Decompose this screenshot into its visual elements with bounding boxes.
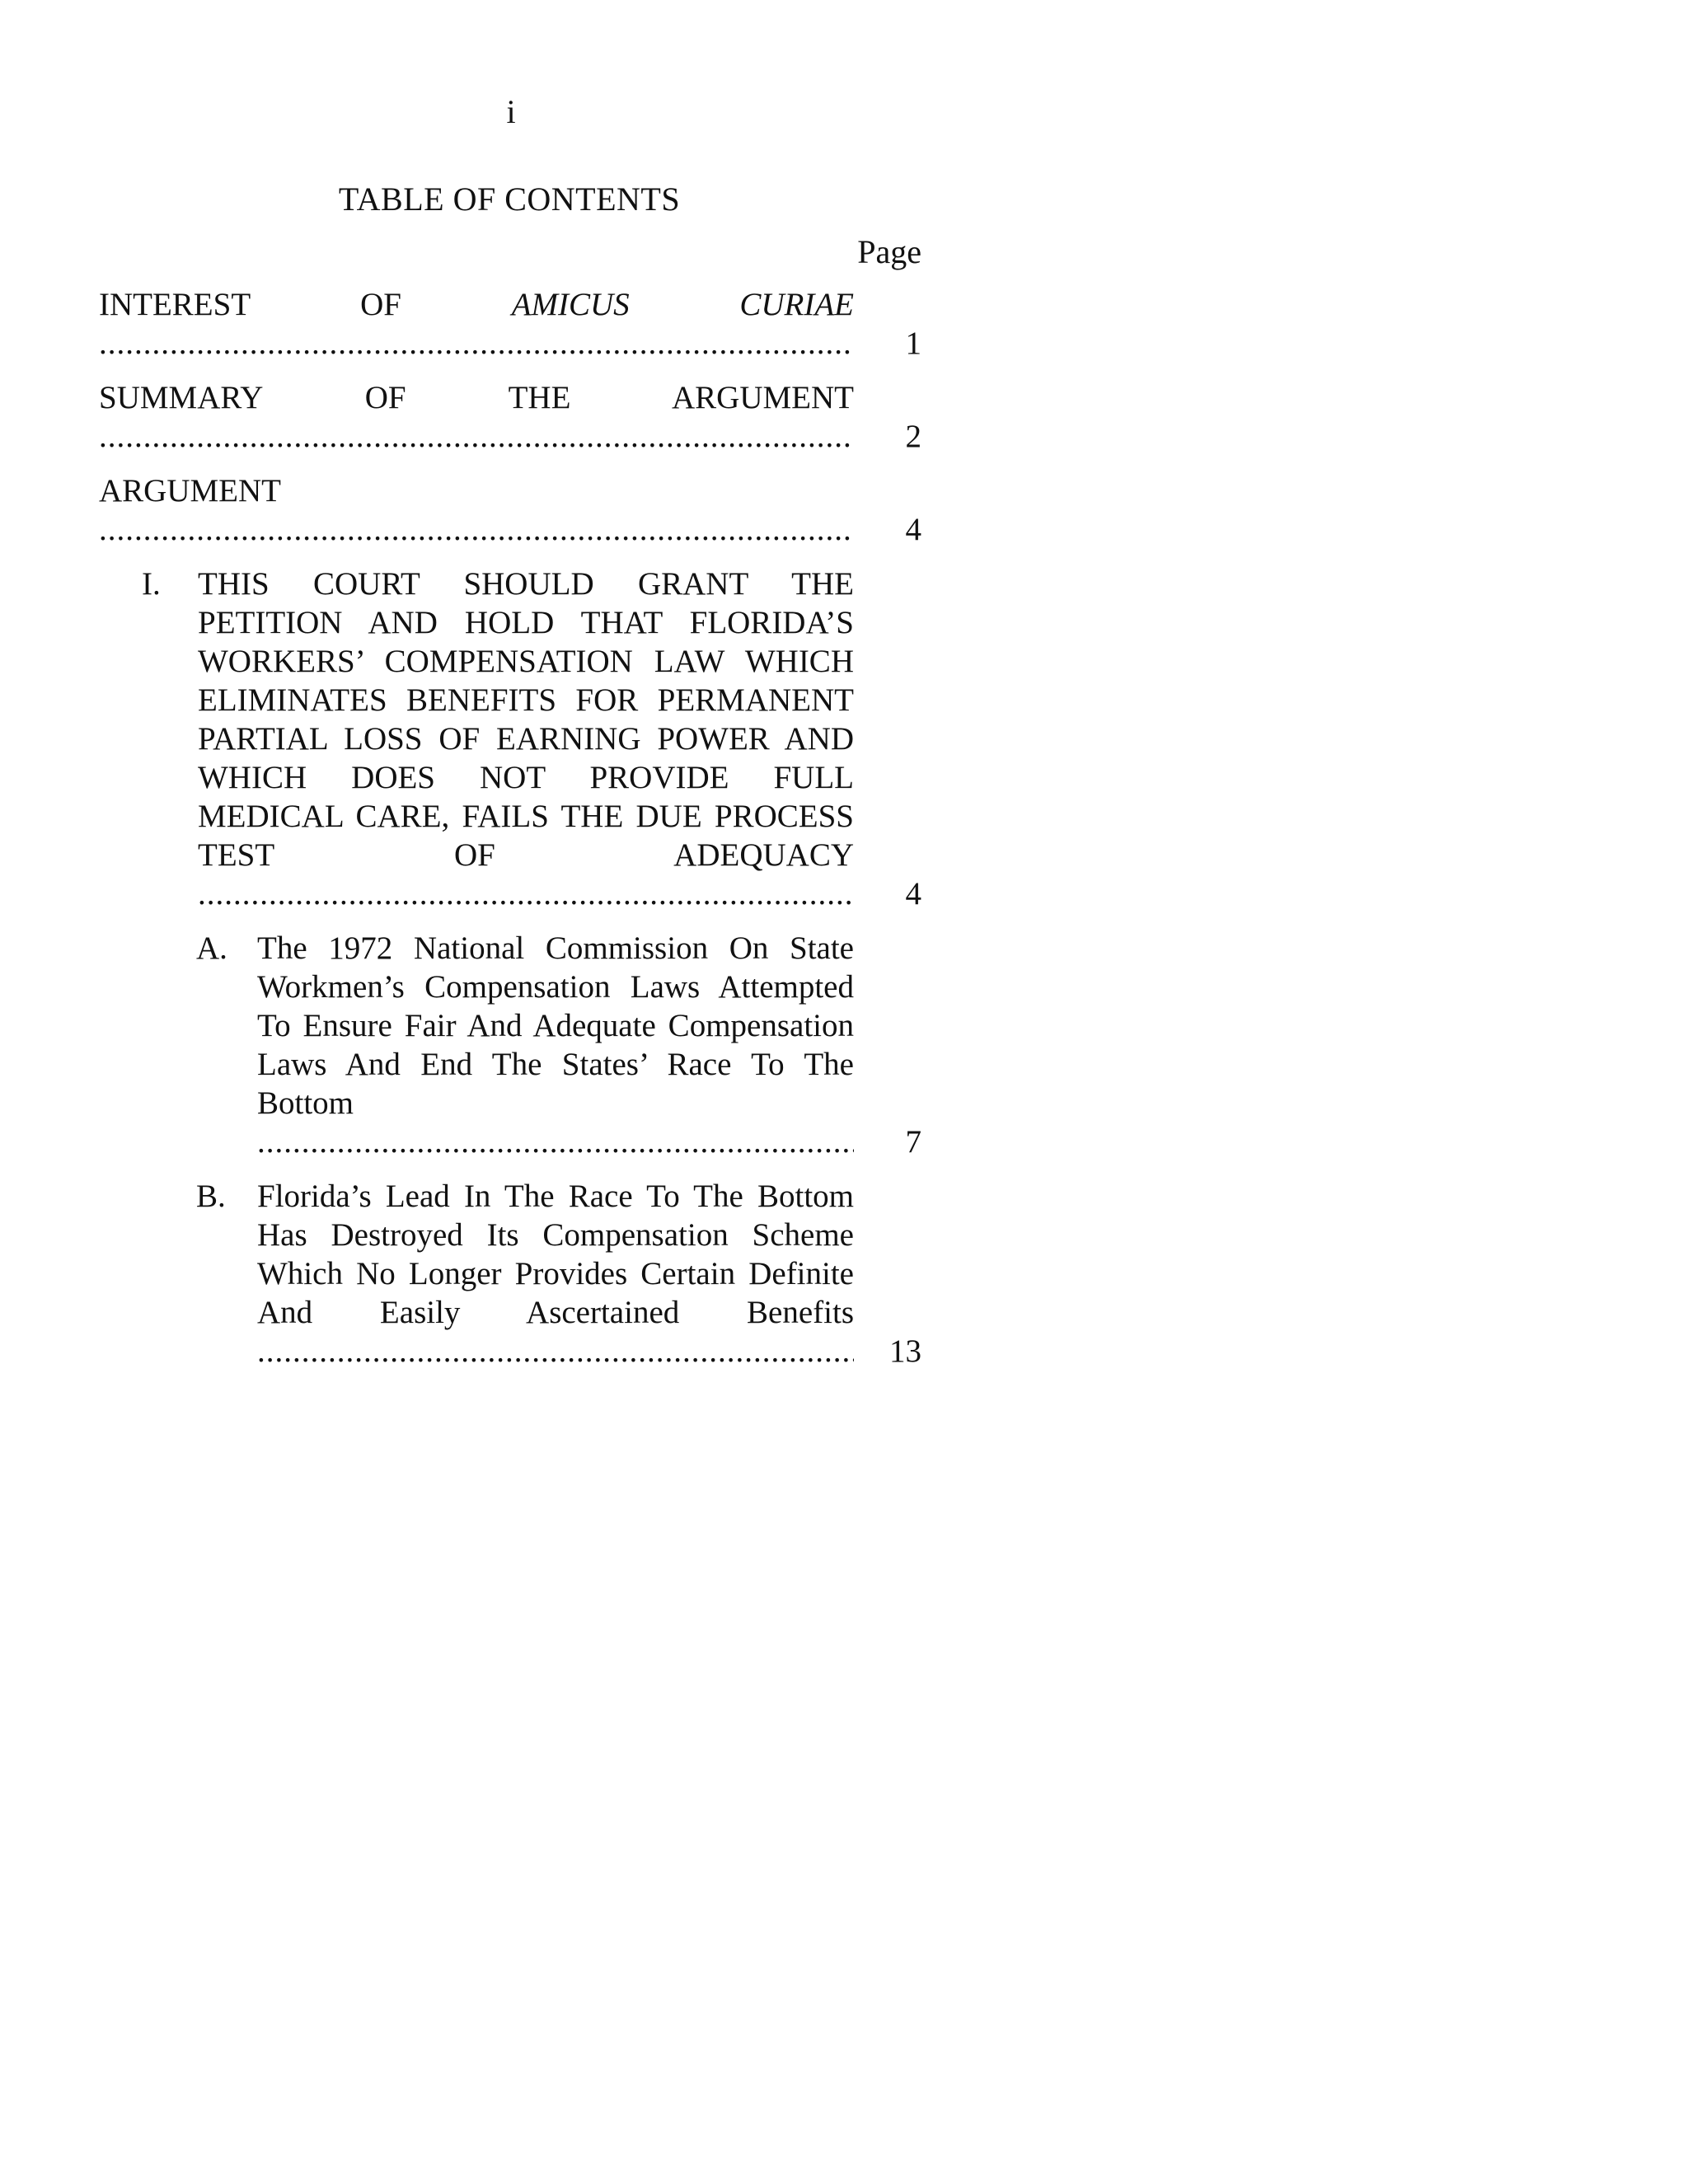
page-title: TABLE OF CONTENTS (338, 180, 681, 218)
toc-entry-label: ARGUMENT (99, 473, 281, 509)
toc-entry-summary-of-argument[interactable] (99, 378, 921, 456)
table-of-contents (99, 285, 921, 1386)
toc-entry-page: 4 (905, 876, 921, 912)
dot-leader (257, 1333, 854, 1369)
dot-leader (198, 876, 854, 912)
page-number: i (506, 93, 516, 130)
toc-entry-section-i[interactable] (99, 565, 921, 913)
toc-entry-text (257, 929, 854, 1161)
toc-entry-label: INTEREST OF (99, 287, 512, 322)
toc-entry-label: THIS COURT SHOULD GRANT THE PETITION AND HOLD THAT FLORIDA’S WORKERS’ COMPENSATION LAW WHICH ELIMINATES BENEFITS FOR PERMANENT PARTIAL LOSS OF EARNING POWER AND WHICH DOES NOT PROVIDE FULL MEDICAL CARE, FAILS THE DUE PROCESS TEST OF ADEQUACY (198, 566, 854, 873)
toc-entry-interest-of-amicus-curiae[interactable] (99, 285, 921, 363)
toc-entry-text (99, 471, 854, 549)
toc-entry-text (99, 378, 854, 456)
toc-entry-page: 1 (905, 326, 921, 361)
dot-leader (99, 512, 854, 547)
toc-entry-page: 7 (905, 1124, 921, 1160)
toc-entry-section-b[interactable] (99, 1177, 921, 1371)
toc-entry-label-italic: AMICUS CURIAE (511, 287, 854, 322)
toc-entry-label: The 1972 National Commission On State Workmen’s Compensation Laws Attempted To Ensure Fair And Adequate Compensation Laws And End The States’ Race To The Bottom (257, 930, 854, 1121)
toc-entry-page: 4 (905, 512, 921, 547)
dot-leader (99, 419, 854, 454)
toc-entry-marker: B. (196, 1179, 226, 1214)
toc-entry-label: Florida’s Lead In The Race To The Bottom Has Destroyed Its Compensation Scheme Which No Longer Provides Certain Definite And Easily Ascertained Benefits (257, 1179, 854, 1330)
toc-entry-marker: I. (142, 566, 161, 602)
toc-entry-text (257, 1177, 854, 1371)
toc-entry-page: 13 (889, 1333, 921, 1369)
dot-leader (257, 1124, 854, 1160)
toc-entry-marker: A. (196, 930, 227, 966)
toc-entry-section-a[interactable] (99, 929, 921, 1161)
toc-entry-argument[interactable] (99, 471, 921, 549)
toc-entry-label: SUMMARY OF THE ARGUMENT (99, 380, 854, 415)
toc-entry-text (198, 565, 854, 913)
toc-entry-page: 2 (905, 419, 921, 454)
toc-entry-text (99, 285, 854, 363)
page-column-header: Page (857, 233, 921, 270)
dot-leader (99, 326, 854, 361)
